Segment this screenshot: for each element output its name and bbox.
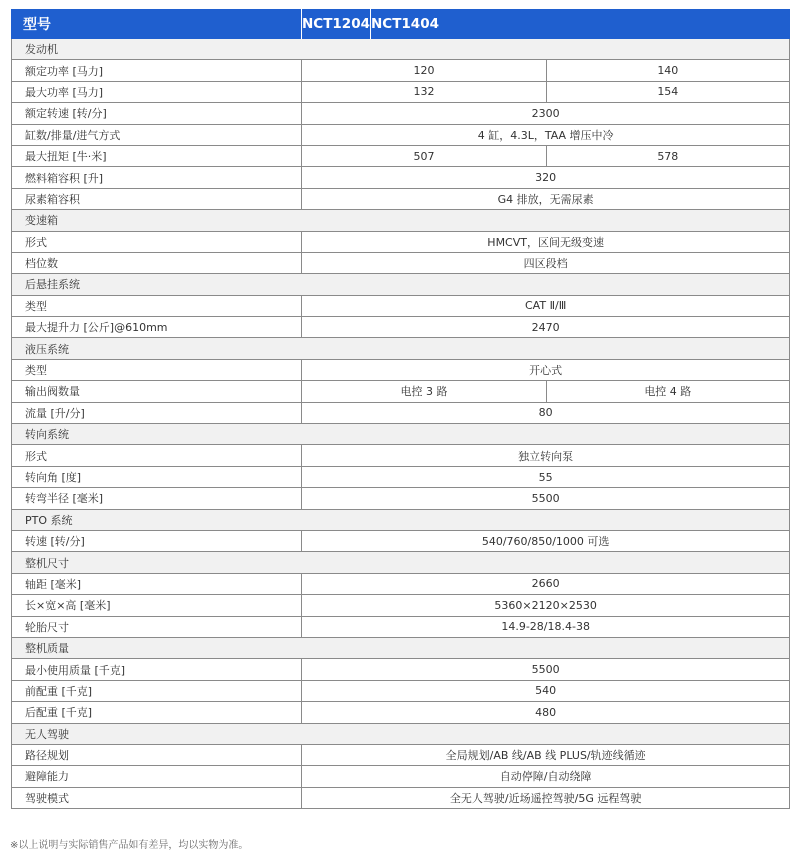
section-title: 变速箱 [25,214,58,228]
table-row [11,146,790,167]
table-row [11,766,790,787]
table-row [11,745,790,766]
table-row [11,381,790,402]
header-model-label: 型号 [23,17,51,33]
spec-label: 避障能力 [25,770,69,784]
table-row [11,702,790,723]
spec-label: 转速 [转/分] [25,535,85,549]
spec-value: 320 [301,167,789,187]
section-row [11,424,790,445]
spec-value: 开心式 [301,360,789,380]
spec-value: 540 [301,681,789,701]
spec-value: 5500 [301,659,789,679]
spec-label: 路径规划 [25,749,69,763]
header-model-nct1204: NCT1204 [301,9,370,39]
spec-value: 2470 [301,317,789,337]
spec-label: 额定转速 [转/分] [25,107,107,121]
spec-label: 缸数/排量/进气方式 [25,128,121,142]
spec-label: 最小使用质量 [千克] [25,663,126,677]
table-row [11,125,790,146]
table-row [11,360,790,381]
spec-label: 驾驶模式 [25,791,69,805]
spec-label: 流量 [升/分] [25,406,85,420]
spec-value-nct1404: 电控 4 路 [546,381,789,401]
spec-label: 类型 [25,364,47,378]
section-title: 液压系统 [25,342,69,356]
spec-label: 燃料箱容积 [升] [25,171,104,185]
table-row [11,296,790,317]
footnote: ※以上说明与实际销售产品如有差异，均以实物为准。 [10,840,249,851]
table-row [11,232,790,253]
table-row [11,403,790,424]
table-row [11,617,790,638]
spec-label: 轮胎尺寸 [25,620,69,634]
section-title: 转向系统 [25,428,69,442]
spec-label: 额定功率 [马力] [25,64,104,78]
spec-value: 480 [301,702,789,722]
header-model-nct1404: NCT1404 [370,9,439,39]
spec-value-nct1404: 140 [546,60,789,80]
section-row [11,638,790,659]
table-row [11,595,790,616]
spec-value: HMCVT，区间无级变速 [301,232,789,252]
spec-value-nct1404: 154 [546,82,789,102]
table-row [11,488,790,509]
table-row [11,82,790,103]
spec-value-nct1404: 578 [546,146,789,166]
table-row [11,574,790,595]
section-title: 无人驾驶 [25,727,69,741]
section-title: 发动机 [25,43,58,57]
spec-value: 自动停障/自动绕障 [301,766,789,786]
table-header [11,9,790,39]
section-title: 后悬挂系统 [25,278,80,292]
spec-label: 转弯半径 [毫米] [25,492,104,506]
table-row [11,788,790,809]
spec-label: 后配重 [千克] [25,706,93,720]
spec-value: 2300 [301,103,789,123]
spec-label: 最大扭矩 [牛·米] [25,150,107,164]
spec-value: 四区段档 [301,253,789,273]
spec-value: 全无人驾驶/近场遥控驾驶/5G 远程驾驶 [301,788,789,808]
section-row [11,274,790,295]
table-row [11,60,790,81]
table-row [11,103,790,124]
section-title: 整机质量 [25,642,69,656]
table-row [11,467,790,488]
spec-label: 输出阀数量 [25,385,80,399]
spec-value: 独立转向泵 [301,445,789,465]
spec-label: 转向角 [度] [25,471,82,484]
spec-value: 80 [301,403,789,423]
spec-label: 轴距 [毫米] [25,577,82,591]
spec-value: 全局规划/AB 线/AB 线 PLUS/轨迹线循迹 [301,745,789,765]
spec-value: 5500 [301,488,789,508]
section-row [11,338,790,359]
spec-label: 形式 [25,235,47,249]
spec-value: 540/760/850/1000 可选 [301,531,789,551]
spec-value-nct1204: 507 [301,146,545,166]
spec-value-nct1204: 120 [301,60,545,80]
spec-table [11,9,790,809]
table-body [11,39,790,809]
table-row [11,317,790,338]
spec-label: 尿素箱容积 [25,192,80,206]
spec-value: CAT Ⅱ/Ⅲ [301,296,789,316]
table-row [11,167,790,188]
spec-value: 14.9-28/18.4-38 [301,617,789,637]
spec-value-nct1204: 132 [301,82,545,102]
spec-label: 类型 [25,299,47,313]
section-title: PTO 系统 [25,513,73,527]
section-row [11,724,790,745]
table-row [11,253,790,274]
spec-label: 长×宽×高 [毫米] [25,599,111,613]
spec-value-nct1204: 电控 3 路 [301,381,545,401]
spec-value: 55 [301,467,789,487]
spec-label: 档位数 [25,257,58,271]
section-row [11,552,790,573]
section-title: 整机尺寸 [25,556,69,570]
section-row [11,210,790,231]
section-row [11,39,790,60]
spec-value: 5360×2120×2530 [301,595,789,615]
table-row [11,531,790,552]
spec-value: G4 排放，无需尿素 [301,189,789,209]
table-row [11,189,790,210]
spec-label: 最大功率 [马力] [25,85,104,99]
table-row [11,659,790,680]
spec-value: 4 缸，4.3L，TAA 增压中冷 [301,125,789,145]
spec-label: 形式 [25,449,47,463]
table-row [11,445,790,466]
spec-label: 最大提升力 [公斤]@610mm [25,321,168,335]
spec-label: 前配重 [千克] [25,684,93,698]
spec-value: 2660 [301,574,789,594]
table-row [11,681,790,702]
section-row [11,510,790,531]
